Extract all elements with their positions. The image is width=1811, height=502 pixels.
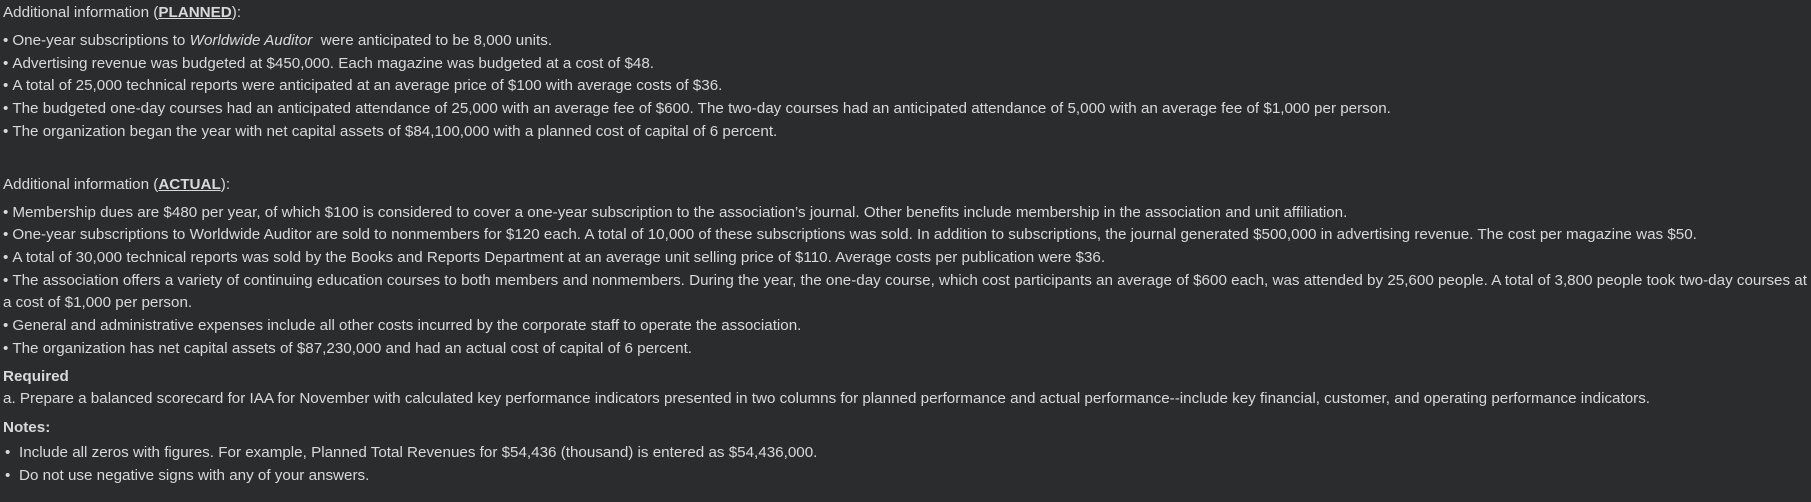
actual-item: • The organization has net capital assets of $87,230,000 and had an actual cost of capital of 6 percent. <box>3 339 693 357</box>
actual-keyword: ACTUAL <box>158 175 221 193</box>
notes-list <box>3 442 1811 487</box>
actual-section <box>3 173 1811 361</box>
planned-heading: Additional information (PLANNED): <box>3 4 242 21</box>
actual-item: • General and administrative expenses include all other costs incurred by the corporate staff to operate the association. <box>3 317 802 335</box>
actual-heading: Additional information (ACTUAL): <box>3 175 231 193</box>
planned-item: • Advertising revenue was budgeted at $450,000. Each magazine was budgeted at a cost of $48. <box>3 54 655 72</box>
note-item: • Include all zeros with figures. For example, Planned Total Revenues for $54,436 (thousand) is entered as $54,436,000. <box>5 444 818 462</box>
planned-item: • One-year subscriptions to Worldwide Auditor were anticipated to be 8,000 units. <box>3 32 553 49</box>
problem-content <box>0 1 1811 502</box>
planned-item: • The organization began the year with net capital assets of $84,100,000 with a planned cost of capital of 6 percent. <box>3 122 778 140</box>
actual-item: • A total of 30,000 technical reports was sold by the Books and Reports Department at an average unit selling price of $110. Average costs per publication were $36. <box>3 248 1106 266</box>
note-item: • Do not use negative signs with any of your answers. <box>5 466 370 484</box>
actual-item: • Membership dues are $480 per year, of which $100 is considered to cover a one-year subscription to the association’s journal. Other benefits include membership in the association and unit affiliation. <box>3 203 1348 221</box>
planned-item: • A total of 25,000 technical reports were anticipated at an average price of $100 with average costs of $36. <box>3 77 723 95</box>
section-gap <box>3 144 1811 173</box>
required-text: a. Prepare a balanced scorecard for IAA for November with calculated key performance indicators presented in two columns for planned performance and actual performance--include key financial, customer, and operating performance indicators. <box>3 390 1651 408</box>
notes-label: Notes: <box>3 419 51 437</box>
actual-item: • One-year subscriptions to Worldwide Auditor are sold to nonmembers for $120 each. A total of 10,000 of these subscriptions was sold. In addition to subscriptions, the journal generated $500,000 in advertising revenue. The cost per magazine was $50. <box>3 226 1697 244</box>
planned-list <box>3 30 1811 144</box>
planned-item: • The budgeted one-day courses had an anticipated attendance of 25,000 with an average fee of $600. The two-day courses had an anticipated attendance of 5,000 with an average fee of $1,000 per person. <box>3 100 1391 118</box>
journal-title: Worldwide Auditor <box>189 32 313 49</box>
actual-list <box>3 202 1811 361</box>
required-label: Required <box>3 368 69 386</box>
actual-item: • The association offers a variety of continuing education courses to both members and nonmembers. During the year, the one-day course, which cost participants an average of $600 each, was attended by 25,600 people. A total of 3,800 people took two-day courses at a cost of $1,000 per person. <box>3 271 1807 312</box>
planned-keyword: PLANNED <box>158 4 232 21</box>
planned-section <box>3 1 1811 144</box>
